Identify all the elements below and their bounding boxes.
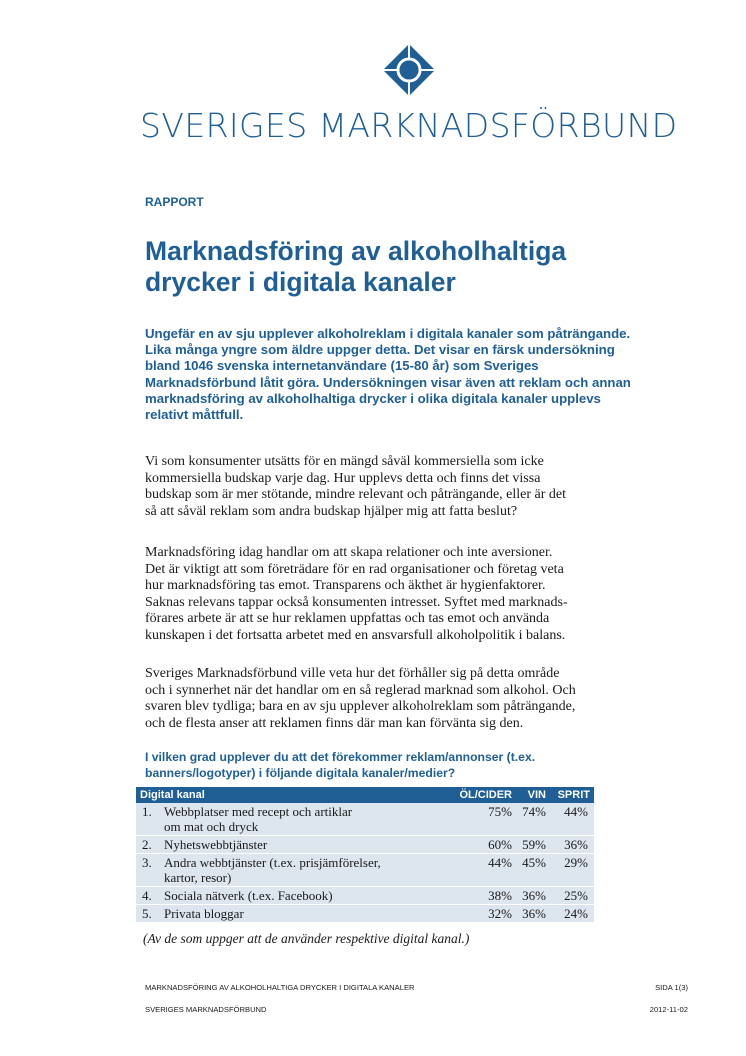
cell-spirits: 25% (564, 888, 588, 903)
report-label: RAPPORT (145, 195, 204, 209)
row-label: Nyhetswebbtjänster (164, 837, 268, 852)
cell-wine: 45% (522, 855, 546, 870)
organization-name: SVERIGES MARKNADSFÖRBUND (140, 106, 678, 145)
row-label-line: om mat och dryck (164, 819, 259, 834)
paragraph-line: och i synnerhet när det handlar om en så reglerad marknad som alkohol. Och (145, 682, 576, 698)
cell-spirits: 36% (564, 837, 588, 852)
cell-wine: 36% (522, 906, 546, 921)
row-number: 2. (142, 837, 152, 852)
paragraph-line: förares arbete är att se hur reklamen uppfattas och tas emot och använda (145, 611, 550, 627)
paragraph-line: budskap som är mer stötande, mindre relevant och påträngande, eller är det (145, 487, 567, 503)
row-label-line: kartor, resor) (164, 870, 232, 885)
paragraph-line: kunskapen i det fortsatta arbetet med en ansvarsfull alkoholpolitik i balans. (145, 627, 566, 643)
cell-spirits: 44% (564, 804, 588, 819)
body-paragraph (145, 545, 645, 645)
table-question: I vilken grad upplever du att det förekommer reklam/annonser (t.ex. banners/logotyper) i följande digitala kanaler/medier? (145, 750, 536, 780)
paragraph-line: och de flesta anser att reklamen finns där man kan förvänta sig den. (145, 715, 524, 731)
footer-date: 2012-11-02 (649, 1005, 688, 1014)
cell-spirits: 29% (564, 855, 588, 870)
column-header-channel: Digital kanal (140, 789, 205, 801)
body-paragraph (145, 666, 645, 732)
table-row (136, 887, 594, 905)
paragraph-line: Saknas relevans tappar också konsumenten intresset. Syftet med marknads- (145, 594, 568, 610)
column-header-wine: VIN (527, 789, 546, 801)
column-header-spirits: SPRIT (557, 789, 590, 801)
row-number: 3. (142, 855, 152, 870)
cell-spirits: 24% (564, 906, 588, 921)
paragraph-line: kommersiella budskap varje dag. Hur upplevs detta och finns det vissa (145, 470, 541, 486)
table-row (136, 905, 594, 923)
cell-beer-cider: 75% (488, 804, 512, 819)
table-row (136, 836, 594, 854)
row-label: Privata bloggar (164, 906, 244, 921)
row-label (160, 854, 446, 887)
article-lead: Ungefär en av sju upplever alkoholreklam i digitala kanaler som påträngande. Lika många yngre som äldre uppger detta. Det visar en färsk undersökning bland 1046 svenska internetanvändare (15-80 år) som Sveriges Marknadsförbund låtit göra. Undersökningen visar även att reklam och annan marknadsföring av alkoholhaltiga drycker i olika digitala kanaler upplevs relativt måttfull. (145, 326, 631, 423)
paragraph-line: hur marknadsföring tas emot. Transparens och äkthet är hygienfaktorer. (145, 578, 546, 594)
body-paragraph (145, 454, 645, 520)
paragraph-line: svaren blev tydliga; bara en av sju upplever alkoholreklam som påträngande, (145, 699, 576, 715)
row-number: 1. (142, 804, 152, 819)
cell-beer-cider: 38% (488, 888, 512, 903)
row-label-line: Webbplatser med recept och artiklar (164, 804, 353, 819)
row-label: Sociala nätverk (t.ex. Facebook) (164, 888, 333, 903)
article-title: Marknadsföring av alkoholhaltiga drycker i digitala kanaler (145, 236, 567, 297)
table-row (136, 803, 594, 836)
table-header-row (136, 787, 594, 803)
cell-wine: 59% (522, 837, 546, 852)
cell-wine: 74% (522, 804, 546, 819)
row-number: 4. (142, 888, 152, 903)
row-label (160, 803, 446, 836)
paragraph-line: Vi som konsumenter utsätts för en mängd såväl kommersiella som icke (145, 454, 544, 469)
cell-beer-cider: 60% (488, 837, 512, 852)
diamond-circle-logo-icon (383, 44, 435, 96)
cell-beer-cider: 44% (488, 855, 512, 870)
footer-organization: SVERIGES MARKNADSFÖRBUND (145, 1005, 267, 1014)
footer-document-title: MARKNADSFÖRING AV ALKOHOLHALTIGA DRYCKER I DIGITALA KANALER (145, 983, 415, 992)
column-header-beer-cider: ÖL/CIDER (459, 789, 512, 801)
paragraph-line: Sveriges Marknadsförbund ville veta hur det förhåller sig på detta område (145, 666, 560, 681)
cell-wine: 36% (522, 888, 546, 903)
row-number: 5. (142, 906, 152, 921)
footer-page-number: SIDA 1(3) (655, 983, 688, 992)
table-footnote: (Av de som uppger att de använder respektive digital kanal.) (143, 931, 470, 946)
paragraph-line: Marknadsföring idag handlar om att skapa relationer och inte aversioner. (145, 545, 553, 560)
survey-table (136, 787, 594, 923)
row-label-line: Andra webbtjänster (t.ex. prisjämförelser, (164, 855, 381, 870)
table-row (136, 854, 594, 887)
paragraph-line: Det är viktigt att som företrädare för en rad organisationer och företag veta (145, 561, 564, 577)
paragraph-line: så att såväl reklam som andra budskap hjälper mig att fatta beslut? (145, 503, 518, 519)
cell-beer-cider: 32% (488, 906, 512, 921)
